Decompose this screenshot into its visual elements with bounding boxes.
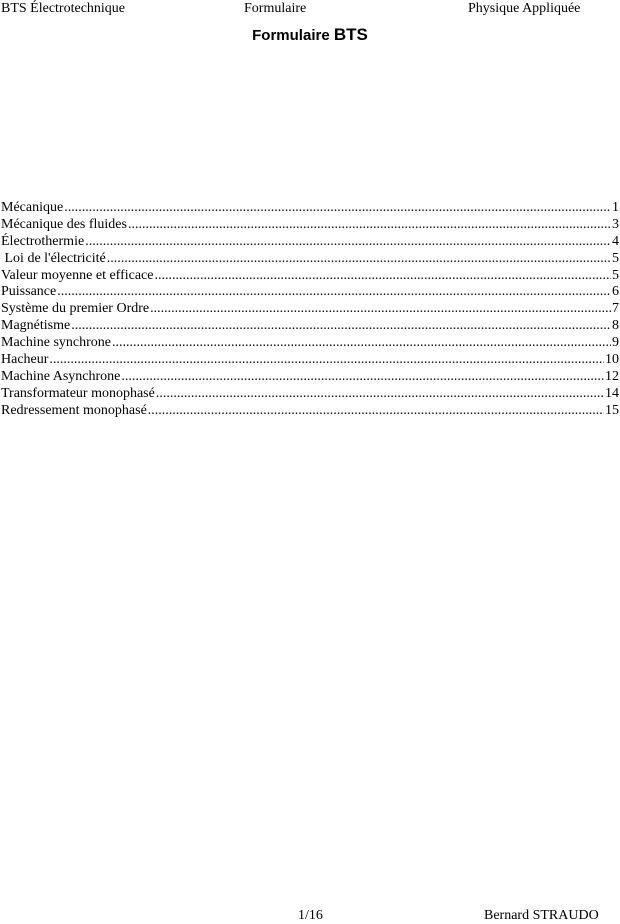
footer-page-number: 1/16 bbox=[298, 908, 323, 923]
toc-entry-label: Puissance bbox=[1, 284, 57, 300]
toc-dot-leader bbox=[150, 301, 611, 318]
page-header bbox=[0, 0, 620, 20]
toc-dot-leader bbox=[57, 284, 611, 301]
toc-entry-page: 5 bbox=[612, 250, 619, 266]
toc-entry-label: Machine Asynchrone bbox=[1, 368, 121, 384]
toc-entry[interactable] bbox=[1, 369, 620, 386]
toc-entry-page: 8 bbox=[612, 318, 619, 334]
footer-author: Bernard STRAUDO bbox=[484, 908, 599, 923]
header-right-text: Physique Appliquée bbox=[468, 1, 581, 16]
toc-entry[interactable] bbox=[1, 335, 620, 352]
table-of-contents bbox=[1, 200, 620, 420]
toc-entry[interactable] bbox=[1, 301, 620, 318]
toc-dot-leader bbox=[112, 335, 611, 352]
toc-entry-page: 5 bbox=[612, 267, 619, 283]
toc-dot-leader bbox=[85, 234, 611, 251]
toc-entry-page: 4 bbox=[612, 233, 619, 249]
document-title bbox=[0, 25, 620, 46]
toc-entry-label: Mécanique des fluides bbox=[1, 216, 127, 232]
toc-dot-leader bbox=[107, 251, 611, 268]
header-center-text: Formulaire bbox=[244, 1, 307, 16]
toc-entry-label: Électrothermie bbox=[1, 233, 85, 249]
toc-entry-label: Mécanique bbox=[1, 200, 64, 215]
toc-entry[interactable] bbox=[1, 352, 620, 369]
toc-dot-leader bbox=[148, 403, 604, 420]
toc-entry-label: Redressement monophasé bbox=[1, 402, 147, 418]
toc-entry[interactable] bbox=[1, 318, 620, 335]
toc-entry[interactable] bbox=[1, 386, 620, 403]
toc-entry-label: Transformateur monophasé bbox=[1, 385, 155, 401]
header-left-text: BTS Électrotechnique bbox=[1, 1, 126, 16]
title-accent: BTS bbox=[333, 25, 368, 44]
toc-entry-label: Système du premier Ordre bbox=[1, 301, 150, 317]
toc-dot-leader bbox=[64, 200, 611, 217]
toc-dot-leader bbox=[128, 217, 611, 234]
toc-dot-leader bbox=[156, 386, 604, 403]
toc-dot-leader bbox=[121, 369, 604, 386]
toc-entry-label: Valeur moyenne et efficace bbox=[1, 267, 154, 283]
toc-dot-leader bbox=[49, 352, 604, 369]
toc-entry[interactable] bbox=[1, 403, 620, 420]
toc-entry-page: 15 bbox=[605, 402, 619, 418]
title-word: Formulaire bbox=[252, 27, 330, 44]
page-footer bbox=[0, 908, 620, 924]
toc-entry-page: 14 bbox=[605, 385, 619, 401]
toc-entry-page: 12 bbox=[605, 368, 619, 384]
toc-dot-leader bbox=[71, 318, 611, 335]
toc-entry[interactable] bbox=[1, 217, 620, 234]
toc-entry-label: Hacheur bbox=[1, 352, 49, 368]
toc-entry-label: Loi de l'électricité bbox=[1, 250, 106, 266]
toc-entry-page: 9 bbox=[612, 335, 619, 351]
toc-entry[interactable] bbox=[1, 200, 620, 217]
toc-entry-page: 10 bbox=[605, 352, 619, 368]
toc-entry[interactable] bbox=[1, 284, 620, 301]
toc-entry-page: 3 bbox=[612, 216, 619, 232]
toc-entry[interactable] bbox=[1, 234, 620, 251]
toc-entry-label: Machine synchrone bbox=[1, 335, 112, 351]
toc-entry-label: Magnétisme bbox=[1, 318, 71, 334]
toc-entry[interactable] bbox=[1, 251, 620, 268]
toc-entry-page: 1 bbox=[612, 200, 619, 215]
toc-entry-page: 6 bbox=[612, 284, 619, 300]
toc-dot-leader bbox=[155, 268, 612, 285]
toc-entry-page: 7 bbox=[612, 301, 619, 317]
toc-entry[interactable] bbox=[1, 268, 620, 285]
